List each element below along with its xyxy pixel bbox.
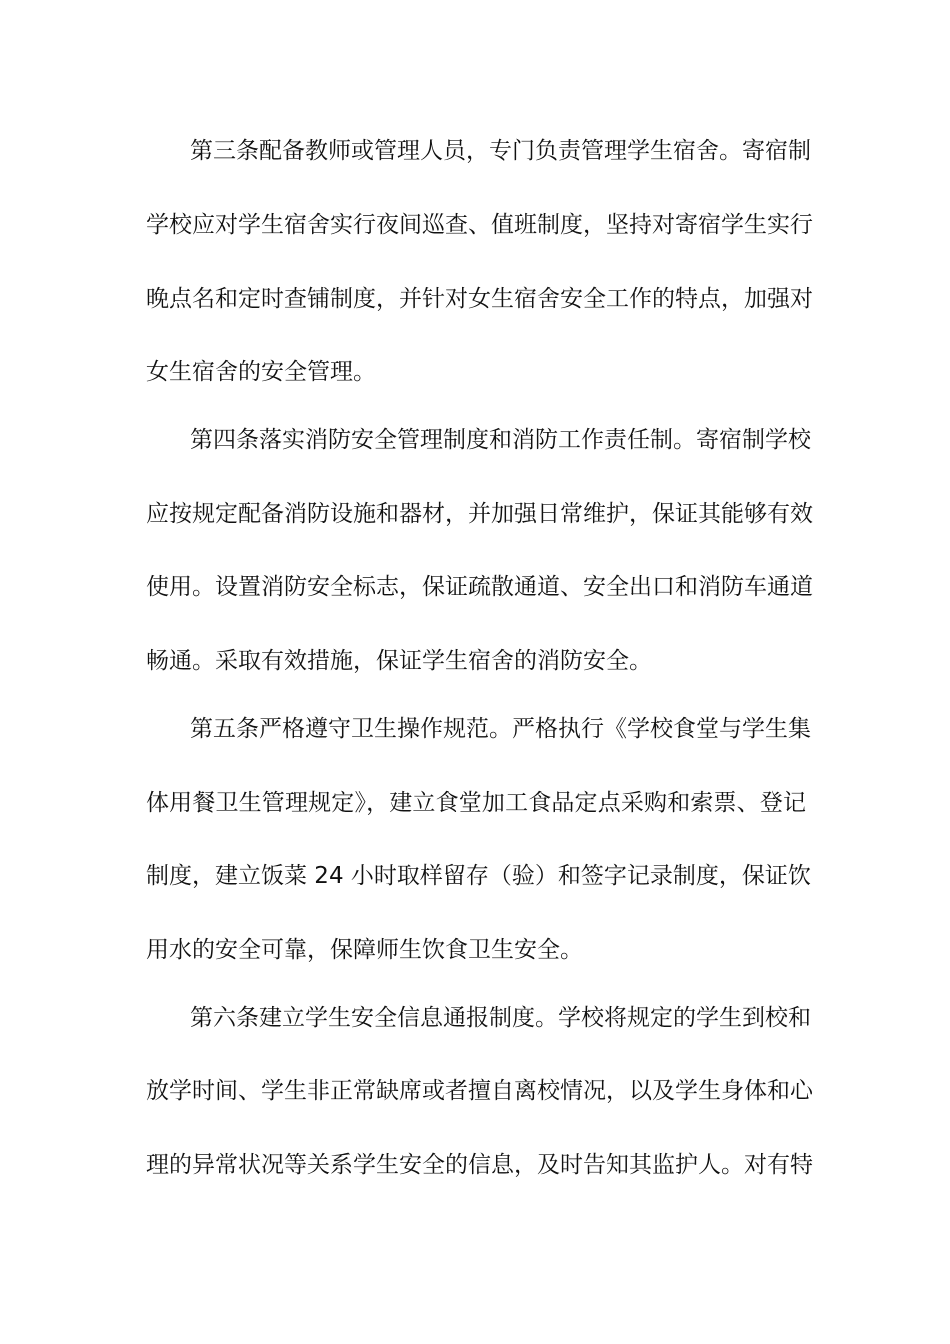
paragraph-article-5-line-1: 第五条严格遵守卫生操作规范。严格执行《学校食堂与学生集 bbox=[190, 716, 811, 742]
paragraph-article-4-line-4: 畅通。采取有效措施，保证学生宿舍的消防安全。 bbox=[146, 648, 652, 674]
paragraph-article-4-line-1: 第四条落实消防安全管理制度和消防工作责任制。寄宿制学校 bbox=[190, 427, 811, 453]
paragraph-article-3-line-2: 学校应对学生宿舍实行夜间巡查、值班制度，坚持对寄宿学生实行 bbox=[146, 212, 813, 238]
paragraph-article-3-line-4: 女生宿舍的安全管理。 bbox=[146, 359, 376, 385]
paragraph-article-6-line-1: 第六条建立学生安全信息通报制度。学校将规定的学生到校和 bbox=[190, 1005, 811, 1031]
paragraph-article-3-line-3: 晚点名和定时查铺制度，并针对女生宿舍安全工作的特点，加强对 bbox=[146, 286, 813, 312]
paragraph-article-4-line-2: 应按规定配备消防设施和器材，并加强日常维护，保证其能够有效 bbox=[146, 501, 813, 527]
paragraph-article-6-line-3: 理的异常状况等关系学生安全的信息，及时告知其监护人。对有特 bbox=[146, 1152, 813, 1178]
paragraph-article-5-line-2: 体用餐卫生管理规定》，建立食堂加工食品定点采购和索票、登记 bbox=[146, 790, 806, 816]
paragraph-article-5-line-3: 制度，建立饭菜 24 小时取样留存（验）和签字记录制度，保证饮 bbox=[146, 863, 811, 889]
paragraph-article-3-line-1: 第三条配备教师或管理人员，专门负责管理学生宿舍。寄宿制 bbox=[190, 138, 811, 164]
paragraph-article-6-line-2: 放学时间、学生非正常缺席或者擅自离校情况，以及学生身体和心 bbox=[146, 1078, 813, 1104]
paragraph-article-5-line-4: 用水的安全可靠，保障师生饮食卫生安全。 bbox=[146, 937, 583, 963]
paragraph-article-4-line-3: 使用。设置消防安全标志，保证疏散通道、安全出口和消防车通道 bbox=[146, 574, 813, 600]
